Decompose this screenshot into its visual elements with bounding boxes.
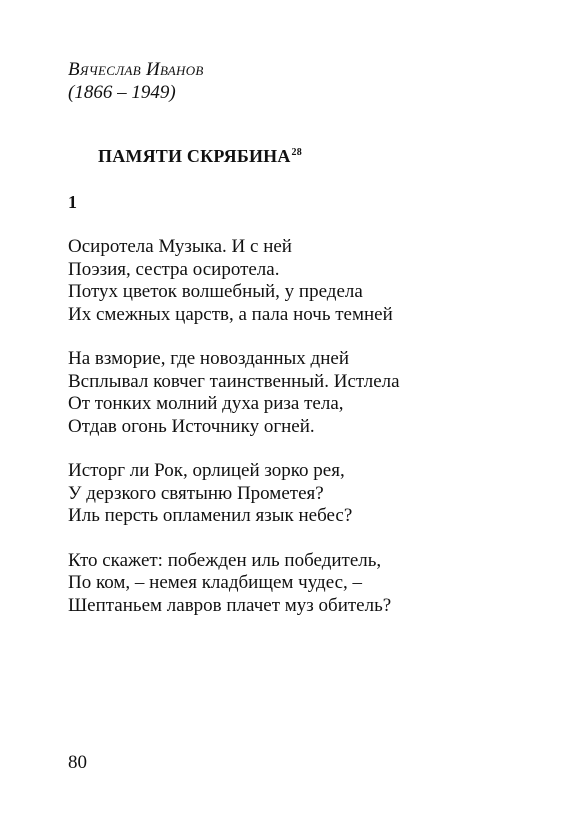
poem-body [68, 236, 400, 639]
poem-title: ПАМЯТИ СКРЯБИНА [98, 146, 291, 166]
poem-title-block [98, 146, 302, 167]
poem-line: Шептаньем лавров плачет муз обитель? [68, 594, 392, 616]
poem-line: На взморие, где новозданных дней [68, 348, 349, 369]
page-number: 80 [68, 752, 87, 773]
poem-line: Поэзия, сестра осиротела. [68, 258, 280, 280]
footnote-reference[interactable]: 28 [291, 147, 302, 158]
poem-line: По ком, – немея кладбищем чудес, – [68, 572, 363, 593]
stanza-4 [68, 550, 400, 618]
poem-line: Иль персть опламенил язык небес? [68, 505, 353, 526]
section-number: 1 [68, 192, 77, 212]
stanza-2 [68, 348, 400, 438]
poem-line: Исторг ли Рок, орлицей зорко рея, [68, 460, 345, 481]
poem-line: Всплывал ковчег таинственный. Истлела [68, 370, 400, 392]
poem-line: Потух цветок волшебный, у предела [68, 281, 363, 302]
author-dates: (1866 – 1949) [68, 82, 176, 103]
poem-line: Кто скажет: побежден иль победитель, [68, 549, 382, 571]
poem-line: Осиротела Музыка. И с ней [68, 236, 292, 257]
author-name: Вячеслав Иванов [68, 59, 204, 80]
author-block [68, 58, 204, 104]
poem-line: Их смежных царств, а пала ночь темней [68, 303, 393, 325]
poem-line: У дерзкого святыню Прометея? [68, 482, 324, 504]
stanza-3 [68, 460, 400, 528]
stanza-1 [68, 236, 400, 326]
poem-line: От тонких молний духа риза тела, [68, 393, 344, 414]
poem-line: Отдав огонь Источнику огней. [68, 415, 315, 437]
